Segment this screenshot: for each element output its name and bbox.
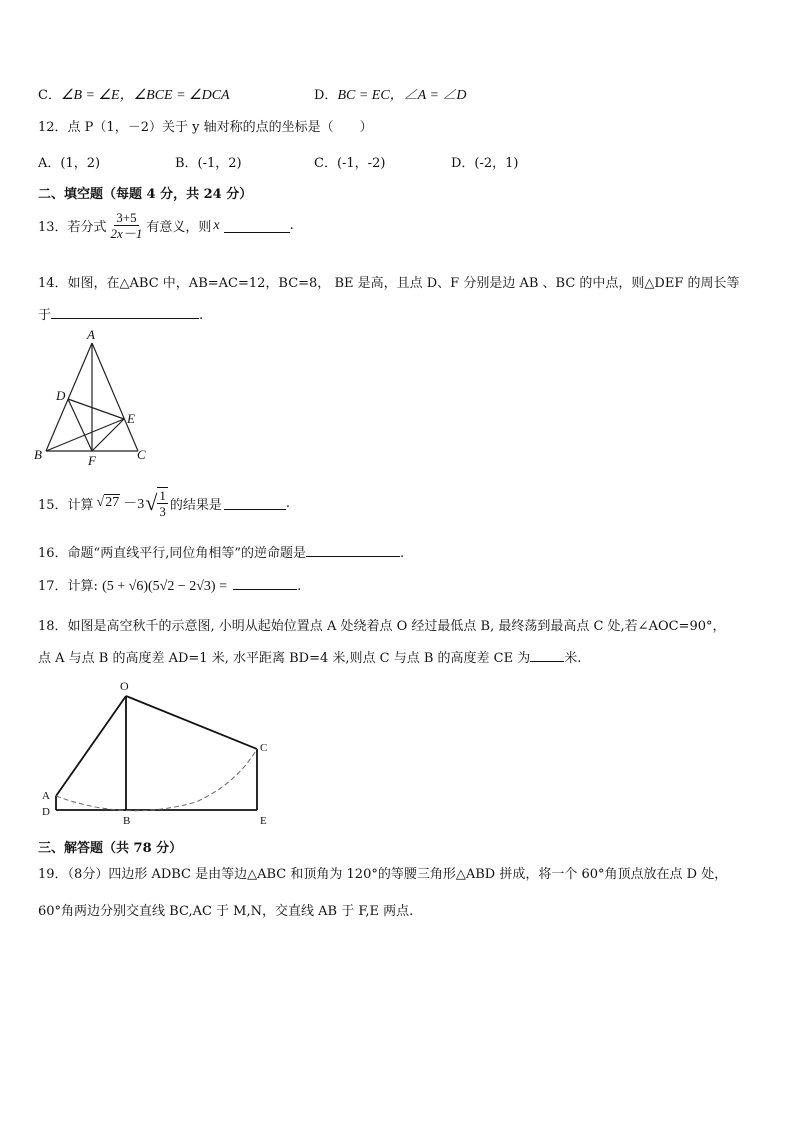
label-a: A bbox=[87, 328, 95, 342]
label-d: D bbox=[42, 806, 50, 818]
q12-stem: 12．点 P（1，－2）关于 y 轴对称的点的坐标是（ ） bbox=[38, 120, 373, 135]
q17-answer-blank[interactable] bbox=[233, 576, 297, 590]
q15-minus-three: －3 bbox=[123, 497, 145, 512]
label-e: E bbox=[260, 815, 267, 827]
q19-line2: 60°角两边分别交直线 BC,AC 于 M,N，交直线 AB 于 F,E 两点. bbox=[38, 904, 414, 919]
swing-arc bbox=[56, 749, 257, 811]
q15-prefix: 15．计算 bbox=[38, 497, 94, 513]
q13-variable: x bbox=[213, 217, 220, 233]
q16-text: 16．命题“两直线平行,同位角相等”的逆命题是 bbox=[38, 546, 306, 561]
q13: 13．若分式 $\frac{3+5}{2x-1}$ 有意义，则 x . bbox=[38, 210, 294, 241]
q12-option-c: C．(-1，-2) bbox=[314, 156, 386, 171]
q12-option-b: B．(-1，2) bbox=[175, 156, 242, 171]
section-fill-in-heading: 二、填空题（每题 4 分，共 24 分） bbox=[38, 187, 253, 202]
q14-triangle-figure bbox=[30, 328, 160, 468]
q11-option-c bbox=[38, 84, 230, 104]
label-c: C bbox=[260, 742, 268, 754]
q15-sqrt-27: √27 bbox=[96, 495, 120, 510]
q15-radicand-27: 27 bbox=[105, 495, 120, 510]
q18-swing-figure bbox=[36, 672, 286, 832]
q18-line2-text: 点 A 与点 B 的高度差 AD=1 米, 水平距离 BD=4 米,则点 C 与点 B 的高度差 CE 为 bbox=[38, 651, 531, 666]
q13-prefix: 13．若分式 bbox=[38, 220, 107, 235]
q11-option-d-label: D． bbox=[314, 88, 338, 103]
label-b: B bbox=[123, 815, 131, 827]
q18-answer-blank[interactable] bbox=[530, 648, 564, 662]
label-c: C bbox=[137, 447, 146, 462]
q13-answer-blank[interactable] bbox=[224, 219, 290, 233]
q13-fraction bbox=[109, 210, 145, 241]
label-b: B bbox=[34, 447, 42, 462]
q16-answer-blank[interactable] bbox=[306, 543, 400, 557]
q15-suffix: 的结果是 bbox=[169, 497, 222, 513]
q11-option-d-expr: BC = EC，∠A = ∠D bbox=[337, 88, 467, 103]
segment-oc bbox=[126, 696, 257, 749]
q19-line1: 19．（8分）四边形 ADBC 是由等边△ABC 和顶角为 120°的等腰三角形△ABD 拼成，将一个 60°角顶点放在点 D 处， bbox=[38, 867, 728, 882]
q18-line1: 18．如图是高空秋千的示意图, 小明从起始位置点 A 处绕着点 O 经过最低点 B, 最终荡到最高点 C 处,若∠AOC=90°， bbox=[38, 619, 726, 634]
segment-fe bbox=[92, 419, 124, 451]
label-f: F bbox=[88, 453, 96, 468]
segment-oa bbox=[56, 696, 126, 796]
q13-numerator: 3+5 bbox=[116, 210, 137, 225]
q11-option-c-expr: ∠B = ∠E，∠BCE = ∠DCA bbox=[60, 88, 230, 103]
label-o: O bbox=[120, 679, 129, 693]
segment-ac bbox=[92, 343, 138, 451]
q18-line2 bbox=[38, 647, 581, 666]
q15-frac-denominator: 3 bbox=[159, 504, 166, 519]
q15-fraction bbox=[157, 487, 168, 519]
q14-answer-blank[interactable] bbox=[51, 305, 199, 319]
q15: 15．计算 √27 －3 √ $\frac{1}{3}$ 的结果是 . bbox=[38, 488, 290, 519]
label-d: D bbox=[56, 388, 66, 403]
q13-suffix: 有意义，则 bbox=[146, 220, 212, 235]
label-e: E bbox=[127, 411, 135, 426]
section-solve-heading: 三、解答题（共 78 分） bbox=[38, 841, 183, 856]
q11-option-c-label: C． bbox=[38, 88, 61, 103]
q15-answer-blank[interactable] bbox=[224, 496, 286, 510]
q16: 16．命题“两直线平行,同位角相等”的逆命题是 . bbox=[38, 542, 404, 561]
q17-expression: (5 + √6)(5√2 − 2√3) = bbox=[102, 579, 227, 594]
label-a: A bbox=[42, 790, 50, 802]
q12-option-d: D．(-2，1) bbox=[451, 156, 519, 171]
q15-radical-sign: √ bbox=[145, 490, 158, 515]
q14-line1: 14．如图，在△ABC 中，AB=AC=12，BC=8， BE 是高，且点 D、F 分别是边 AB 、BC 的中点，则△DEF 的周长等 bbox=[38, 276, 740, 291]
q12-option-a: A．(1，2) bbox=[38, 156, 101, 171]
q17: 17．计算: (5 + √6)(5√2 − 2√3) = . bbox=[38, 575, 301, 595]
q17-prefix: 17．计算: bbox=[38, 579, 98, 594]
q18-unit: 米. bbox=[564, 651, 582, 666]
q11-option-d bbox=[314, 84, 467, 104]
q14-line2-text: 于 bbox=[38, 308, 52, 323]
q14-line2: 于 . bbox=[38, 304, 203, 323]
q15-frac-numerator: 1 bbox=[159, 488, 166, 503]
q13-denominator: 2x－1 bbox=[110, 226, 143, 241]
